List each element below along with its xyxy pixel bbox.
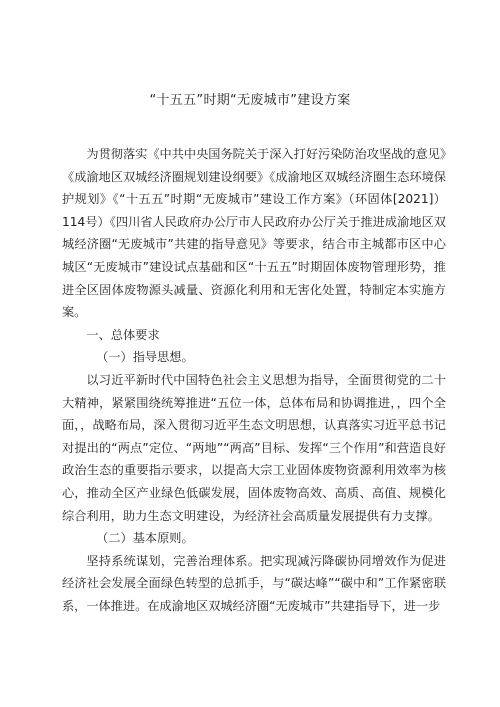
subsection-heading-guiding-ideology: （一）指导思想。 bbox=[96, 350, 194, 365]
document-title: “十五五”时期“无废城市”建设方案 bbox=[149, 93, 351, 108]
intro-paragraph: 为贯彻落实《中共中央国务院关于深入打好污染防治攻坚战的意见》《成渝地区双城经济圈规划建设纲要》《成渝地区双城经济圈生态环境保护规划》《“十五五”时期“无废城市”建设工作方案》（环固体[2021]）114号）《四川省人民政府办公厅市人民政府办公厅关于推进成渝地区双城经济圈“无废城市”共建的指导意见》等要求，结合市主城都市区中心城区“无废城市”建设试点基础和区“十五五”时期固体废物管理形势，推进全区固体废物源头减量、资源化利用和无害化处置，特制定本实施方案。 bbox=[62, 147, 446, 320]
guiding-ideology-paragraph: 以习近平新时代中国特色社会主义思想为指导，全面贯彻党的二十大精神，紧紧围绕统筹推进“五位一体，总体布局和协调推进，，四个全面，，战略布局，深入贯彻习近平生态文明思想，认真落实习近平总书记对提出的“两点”定位、“两地”“两高”目标、发挥“三个作用”和营造良好政治生态的重要指示要求，以提高大宗工业固体废物资源利用效率为核心，推动全区产业绿色低碳发展，固体废物高效、高质、高值、规模化综合利用，助力生态文明建设，为经济社会高质量发展提供有力支撑。 bbox=[62, 372, 446, 523]
section-heading-overall-requirements: 一、总体要求 bbox=[86, 327, 160, 342]
document-body bbox=[62, 143, 446, 617]
subsection-heading-basic-principles: （二）基本原则。 bbox=[96, 531, 194, 546]
basic-principles-paragraph: 坚持系统谋划，完善治理体系。把实现减污降碳协同增效作为促进经济社会发展全面绿色转型的总抓手，与“碳达峰”“碳中和”工作紧密联系，一体推进。在成渝地区双城经济圈“无废城市”共建指导下，进一步 bbox=[62, 553, 446, 613]
